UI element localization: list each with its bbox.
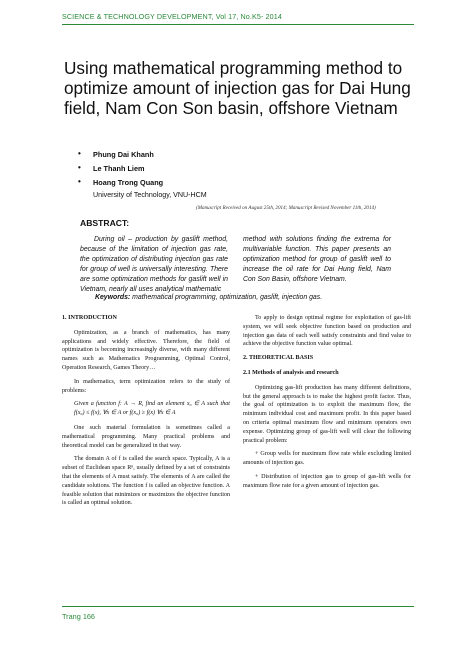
abstract-right: method with solutions finding the extrema for multivariable function. This paper presents an optimization method for group of gaslift well to increase the oil rate for Dai Hung field, Nam Con Son Basin, offshore Vietnam. <box>243 236 391 283</box>
paragraph: + Distribution of injection gas to group of gas-lift wells for maximum flow rate for a given amount of injection gas. <box>243 473 411 489</box>
received-note: (Manuscript Received on August 25th, 2014; Manuscript Revised November 11th, 2014) <box>196 205 376 211</box>
section-heading: 1. INTRODUCTION <box>62 315 117 321</box>
author-item: • Phung Dai Khanh <box>78 150 163 164</box>
paragraph: One such material formulation is sometimes called a mathematical programming. Many practical problems and theoretical model can be generalized in that way. <box>62 424 230 449</box>
paragraph: In mathematics, term optimization refers to the study of problems: <box>62 378 230 394</box>
journal-header: SCIENCE & TECHNOLOGY DEVELOPMENT, Vol 17, No.K5- 2014 <box>62 12 282 21</box>
paragraph: Optimizing gas-lift production has many different definitions, but the general approach is to make the highest profit factor. Thus, the goal of optimization is to exploit the maximum flow, the minimum individual cost and maximum profit. In this paper based on criteria optimal maximum flow and minimum operators own expense. Optimizing group of gas-lift well will clear the following practical problem: <box>243 384 411 444</box>
abstract-left: During oil – production by gaslift method, because of the limitation of injection gas rate, the optimization of distributing injection gas rate for group of well is universally interesting. There are some optimization methods for gaslift well in Vietnam, nearly all uses analytical mathematic <box>80 236 228 293</box>
keywords <box>95 294 395 301</box>
paper-title: Using mathematical programming method to optimize amount of injection gas for Dai Hung field, Nam Con Son basin, offshore Vietnam <box>64 58 411 118</box>
footer-rule <box>62 606 414 607</box>
abstract-heading: ABSTRACT: <box>80 218 130 228</box>
section-heading: 2. THEORETICAL BASIS <box>243 355 314 362</box>
paragraph: Optimization, as a branch of mathematics, has many applications and widely effective. Therefore, the field of optimization is becoming increasingly diverse, with many different names such as Mathematics Programming, Optimal Control, Operation Research, Games Theory… <box>62 329 230 371</box>
affiliation: University of Technology, VNU-HCM <box>93 191 207 199</box>
subsection-heading: 2.1 Methods of analysis and research <box>243 369 339 376</box>
right-column <box>243 314 411 496</box>
left-column <box>62 314 230 513</box>
author-item: • Le Thanh Liem <box>78 164 163 178</box>
paragraph: To apply to design optimal regime for exploitation of gas-lift system, we will seek objective function based on production and injection gas data of each well satisfy constraints and find value to achieve the objective function value optimal. <box>243 315 411 348</box>
formula: Given a function f: A → R, find an element x₀ ∈ A such that f(x₀) ≤ f(x), ∀x ∈ A or f(x₀) ≥ f(x) ∀x ∈ A <box>74 401 230 417</box>
header-rule <box>62 24 414 25</box>
paragraph: The domain A of f is called the search space. Typically, A is a subset of Euclidean space Rⁿ, usually defined by a set of constraints that the elements of A must satisfy. The elements of A are called the candidate solutions. The function f is called an objective function. A feasible solution that minimizes or maximizes the objective function is called an optimal solution. <box>62 456 230 507</box>
keywords-text: mathematical programming, optimization, gaslift, injection gas. <box>132 294 323 301</box>
paragraph: + Group wells for maximum flow rate while excluding limited amounts of injection gas. <box>243 451 411 467</box>
page-number: Trang 166 <box>62 612 95 621</box>
keywords-label: Keywords: <box>95 294 131 301</box>
author-list <box>78 150 163 192</box>
author-item: • Hoang Trong Quang <box>78 178 163 192</box>
